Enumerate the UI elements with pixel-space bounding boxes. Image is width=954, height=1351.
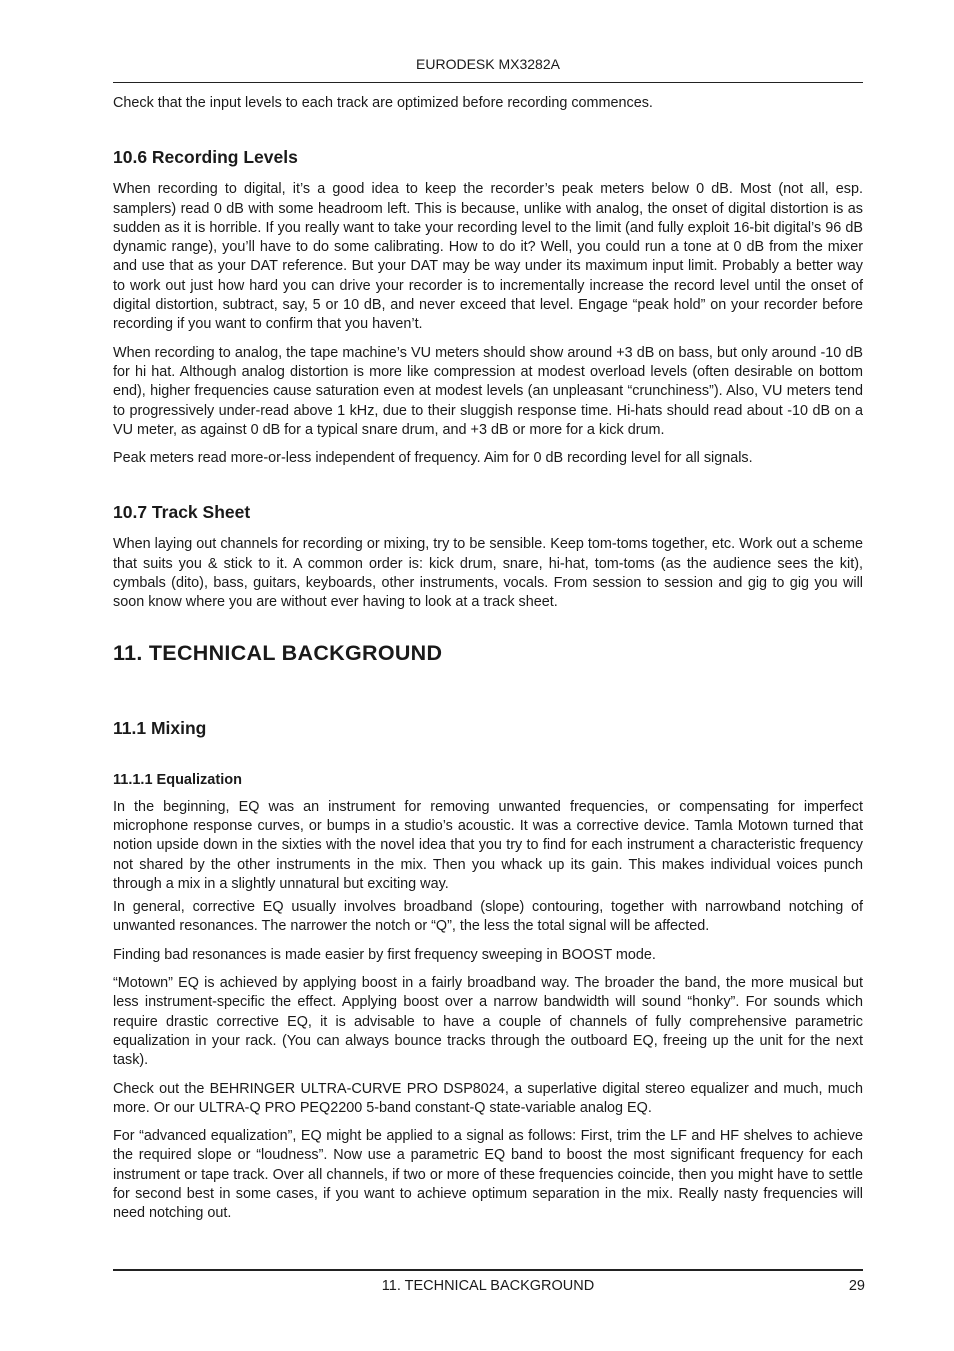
running-footer: 11. TECHNICAL BACKGROUND [381, 1278, 595, 1294]
page-content [113, 94, 863, 1233]
paragraph: For “advanced equalization”, EQ might be applied to a signal as follows: First, trim the LF and HF shelves to achieve the required slope or “loudness”. Now use a parametric EQ band to boost the most significant frequency for each instrument or tape track. Over all channels, if two or more of these frequencies coincide, then you might have to settle for second best in some cases, if you want to achieve optimum separation in the mix. Really nasty frequencies will need notching out. [113, 1128, 863, 1222]
paragraph: When recording to digital, it’s a good idea to keep the recorder’s peak meters below 0 dB. Most (not all, esp. samplers) read 0 dB with some headroom left. This is because, unlike with analog, the onset of digital distortion is as sudden as it is horrible. If you really want to take your recording level to the limit (and fully exploit 16-bit digital’s 96 dB dynamic range), you’ll have to do some calibrating. How to do it? Well, you could run a tone at 0 dB from the mixer and use that as your DAT reference. But your DAT may be way under its maximum input limit. Probably a better way to work out just how hard you can drive your recorder is to incrementally increase the record level until the onset of digital distortion, subtract, say, 5 or 10 dB, and never exceed that level. Engage “peak hold” on your recorder before recording if you want to confirm that you haven’t. [113, 181, 863, 333]
running-header: EURODESK MX3282A [416, 56, 560, 72]
section-heading-11-1: 11.1 Mixing [113, 717, 207, 738]
paragraph: Peak meters read more-or-less independent of frequency. Aim for 0 dB recording level for all signals. [113, 450, 753, 467]
section-heading-10-7: 10.7 Track Sheet [113, 502, 251, 523]
page-number: 29 [848, 1278, 865, 1294]
paragraph: When recording to analog, the tape machine’s VU meters should show around +3 dB on bass, but only around -10 dB for hi hat. Although analog distortion is more like compression at modest overload levels (often desirable on bottom end), higher frequencies cause saturation even at modest levels (an unpleasant “crunchiness”). Also, VU meters tend to progressively under-read above 1 kHz, due to their sluggish response time. Hi-hats should read about -10 dB on a VU meter, as against 0 dB for a typical snare drum, and +3 dB or more for a kick drum. [113, 344, 863, 438]
header-rule [113, 82, 863, 83]
paragraph: When laying out channels for recording or mixing, try to be sensible. Keep tom-toms together, etc. Work out a scheme that suits you & stick to it. A common order is: kick drum, snare, hi-hat, tom-toms (as the audience sees the kit), cymbals (dito), bass, guitars, keyboards, other instruments, vocals. From session to session and gig to gig you will soon know where you are without ever having to look at a track sheet. [113, 536, 863, 611]
paragraph: In general, corrective EQ usually involves broadband (slope) contouring, together with narrowband notching of unwanted resonances. The narrower the notch or “Q”, the less the total signal will be affected. [113, 899, 863, 935]
footer-rule [113, 1269, 863, 1271]
paragraph: Check out the BEHRINGER ULTRA-CURVE PRO DSP8024, a superlative digital stereo equalizer and much, much more. Or our ULTRA-Q PRO PEQ2200 5-band constant-Q state-variable analog EQ. [113, 1080, 863, 1116]
paragraph: In the beginning, EQ was an instrument for removing unwanted frequencies, or compensating for imperfect microphone response curves, or bumps in a studio’s acoustic. It was a corrective device. Tamla Motown turned that notion upside down in the sixties with the novel idea that you try to find for each instrument a characteristic frequency not shared by the other instruments in the mix. Then you whack up its gain. This makes individual voices punch through a mix in a slightly unnatural but exciting way. [113, 798, 863, 892]
section-heading-10-6: 10.6 Recording Levels [113, 147, 298, 168]
chapter-heading-11: 11. TECHNICAL BACKGROUND [113, 640, 443, 665]
intro-paragraph: Check that the input levels to each track are optimized before recording commences. [113, 95, 653, 111]
subsection-heading-11-1-1: 11.1.1 Equalization [113, 771, 242, 788]
paragraph: “Motown” EQ is achieved by applying boost in a fairly broadband way. The broader the band, the more musical but less instrument-specific the effect. Applying boost over a narrow bandwidth will sound “honky”. For sounds which require drastic corrective EQ, it is advisable to have a couple of channels of fully comprehensive parametric equalization in your rack. (You can always bounce tracks through the outboard EQ, freeing up the unit for the next task). [113, 975, 863, 1069]
paragraph: Finding bad resonances is made easier by first frequency sweeping in BOOST mode. [113, 946, 656, 963]
